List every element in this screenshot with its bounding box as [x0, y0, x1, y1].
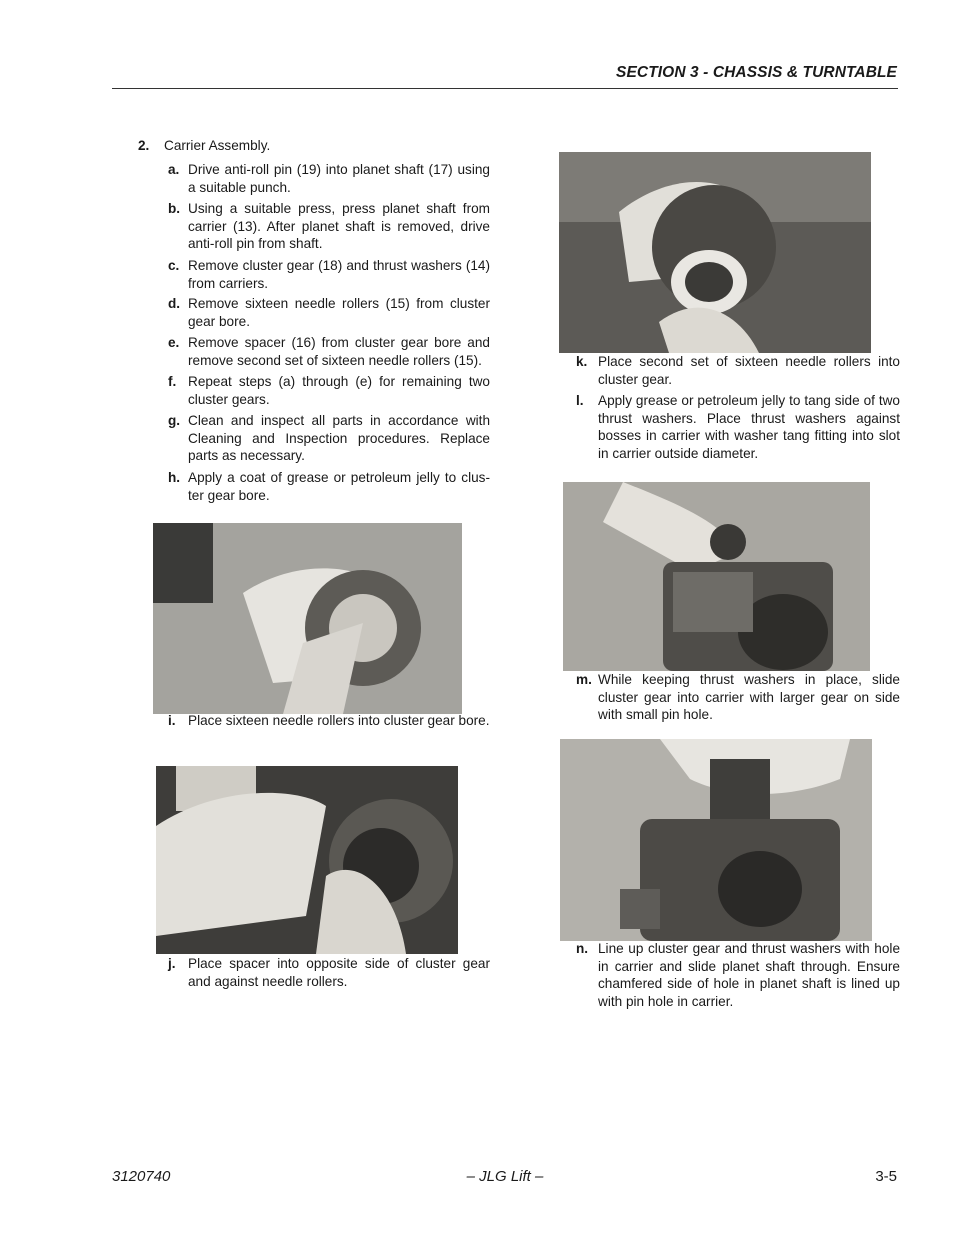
- step-text: Place sixteen needle rollers into cluster gear bore.: [188, 713, 490, 728]
- step-label: d.: [168, 296, 181, 311]
- step-text: Remove spacer (16) from cluster gear bore and remove second set of sixteen needle rollers (15).: [188, 335, 490, 368]
- step-label: b.: [168, 201, 181, 216]
- step-f: [168, 373, 490, 408]
- step-text: Drive anti-roll pin (19) into planet shaft (17) using a suitable punch.: [188, 162, 490, 195]
- procedure-title: Carrier Assembly.: [164, 138, 271, 153]
- step-label: j.: [168, 956, 176, 971]
- photo-spacer: [156, 766, 458, 954]
- step-e: [168, 334, 490, 369]
- step-text: Place second set of sixteen needle rollers into cluster gear.: [598, 354, 900, 387]
- step-l: [576, 392, 900, 462]
- step-label: f.: [168, 374, 177, 389]
- step-label: l.: [576, 393, 584, 408]
- step-c: [168, 257, 490, 292]
- photo-needle-rollers: [153, 523, 462, 714]
- step-label: c.: [168, 258, 180, 273]
- step-i: [168, 712, 490, 730]
- step-text: Using a suitable press, press planet shaft from carrier (13). After planet shaft is removed, drive anti-roll pin from shaft.: [188, 201, 490, 251]
- step-label: a.: [168, 162, 180, 177]
- photo-second-rollers: [559, 152, 871, 353]
- step-text: Remove sixteen needle rollers (15) from cluster gear bore.: [188, 296, 490, 329]
- step-text: Repeat steps (a) through (e) for remaining two cluster gears.: [188, 374, 490, 407]
- step-j: [168, 955, 490, 990]
- photo-thrust-washers: [563, 482, 870, 671]
- step-b: [168, 200, 490, 253]
- step-k: [576, 353, 900, 388]
- brand-footer: – JLG Lift –: [466, 1168, 544, 1185]
- step-label: n.: [576, 941, 589, 956]
- page-number: 3-5: [875, 1168, 897, 1185]
- header-divider: [112, 88, 898, 89]
- step-text: Apply grease or petroleum jelly to tang side of two thrust washers. Place thrust washers against bosses in carrier with washer tang fitting into slot in carrier outside diameter.: [598, 393, 900, 461]
- step-m: [576, 671, 900, 724]
- section-title: SECTION 3 - CHASSIS & TURNTABLE: [616, 64, 897, 81]
- step-d: [168, 295, 490, 330]
- step-n: [576, 940, 900, 1010]
- step-label: e.: [168, 335, 180, 350]
- step-text: While keeping thrust washers in place, slide cluster gear into carrier with larger gear on side with small pin hole.: [598, 672, 900, 722]
- step-text: Line up cluster gear and thrust washers with hole in carrier and slide planet shaft through. Ensure chamfered side of hole in planet shaft is lined up with pin hole in carrier.: [598, 941, 900, 1009]
- step-h: [168, 469, 490, 504]
- step-a: [168, 161, 490, 196]
- step-g: [168, 412, 490, 465]
- step-text: Clean and inspect all parts in accordance with Cleaning and Inspection procedures. Replace parts as necessary.: [188, 413, 490, 463]
- step-label: k.: [576, 354, 588, 369]
- doc-number: 3120740: [112, 1168, 171, 1185]
- step-label: i.: [168, 713, 176, 728]
- step-label: h.: [168, 470, 181, 485]
- procedure-number: 2.: [138, 138, 150, 153]
- step-text: Apply a coat of grease or petroleum jelly to clus-ter gear bore.: [188, 470, 490, 503]
- step-text: Remove cluster gear (18) and thrust washers (14) from carriers.: [188, 258, 490, 291]
- step-label: g.: [168, 413, 181, 428]
- step-label: m.: [576, 672, 592, 687]
- step-text: Place spacer into opposite side of cluster gear and against needle rollers.: [188, 956, 490, 989]
- photo-planet-shaft: [560, 739, 872, 941]
